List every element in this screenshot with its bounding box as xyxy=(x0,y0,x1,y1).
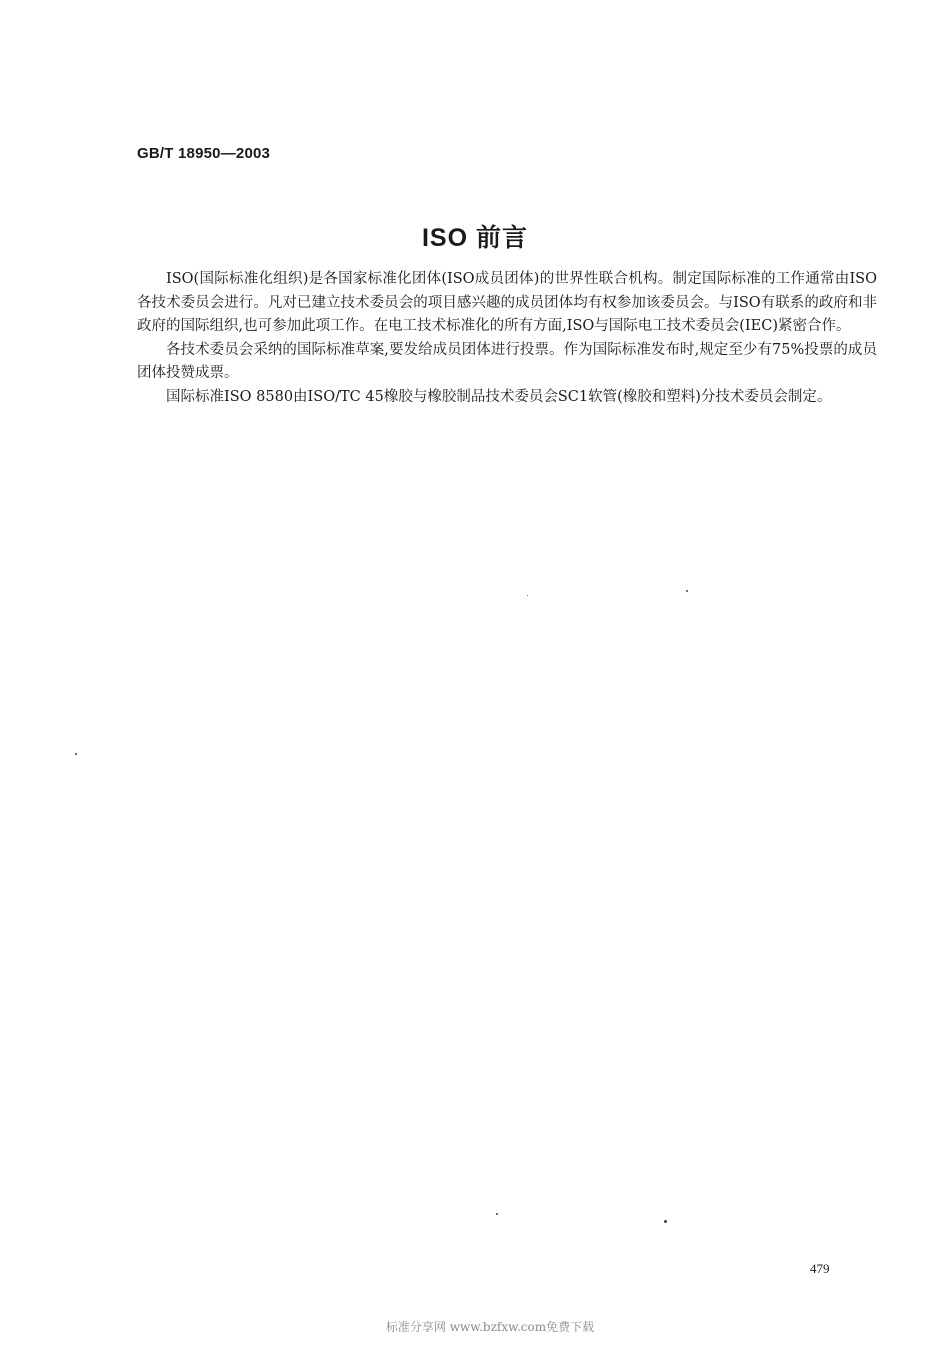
watermark: 标准分享网 www.bzfxw.com免费下载 xyxy=(385,1320,595,1334)
page-title: ISO 前言 xyxy=(421,224,528,252)
standard-code: GB/T 18950—2003 xyxy=(137,145,271,162)
scan-speck xyxy=(664,1220,667,1223)
paragraph: 各技术委员会采纳的国际标准草案,要发给成员团体进行投票。作为国际标准发布时,规定至少有75%投票的成员团体投赞成票。 xyxy=(137,341,877,381)
paragraph: ISO(国际标准化组织)是各国家标准化团体(ISO成员团体)的世界性联合机构。制定国际标准的工作通常由ISO各技术委员会进行。凡对已建立技术委员会的项目感兴趣的成员团体均有权参加该委员会。与ISO有联系的政府和非政府的国际组织,也可参加此项工作。在电工技术标准化的所有方面,ISO与国际电工技术委员会(IEC)紧密合作。 xyxy=(137,271,877,334)
body-text xyxy=(137,268,877,409)
scan-speck xyxy=(496,1213,498,1215)
scan-speck xyxy=(686,590,688,592)
paragraph: 国际标准ISO 8580由ISO/TC 45橡胶与橡胶制品技术委员会SC1软管(橡胶和塑料)分技术委员会制定。 xyxy=(166,388,832,405)
scan-speck xyxy=(75,753,77,755)
scan-speck xyxy=(527,595,528,596)
page-number: 479 xyxy=(810,1261,830,1276)
